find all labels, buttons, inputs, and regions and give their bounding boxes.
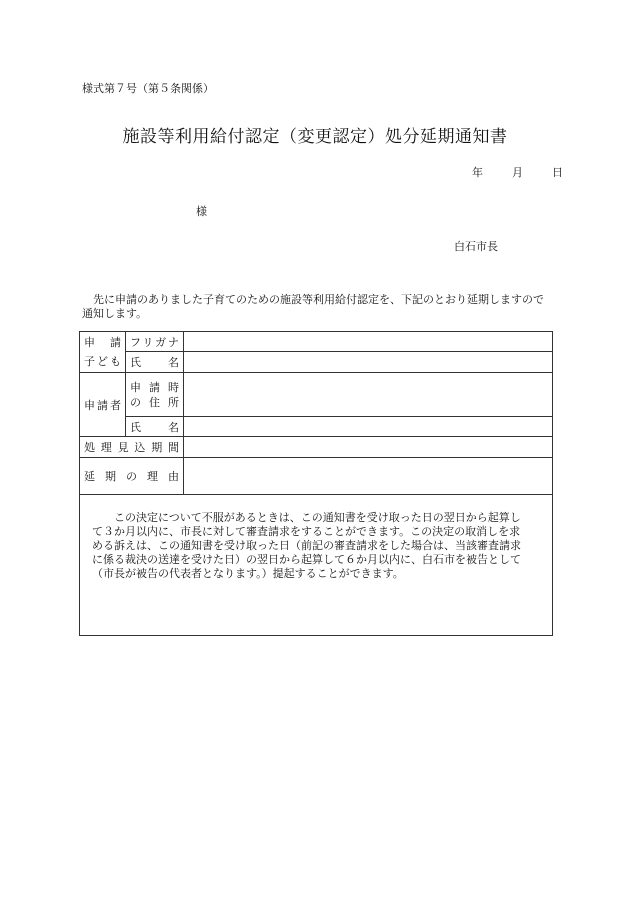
date-year-label: 年: [472, 166, 483, 179]
date-line: [472, 164, 567, 180]
address-label-line1: 申 請 時: [130, 380, 179, 394]
processing-period-field[interactable]: [184, 437, 553, 458]
date-day-label: 日: [552, 166, 563, 179]
issuer: 白石市長: [454, 240, 498, 253]
form-id: 様式第７号（第５条関係）: [82, 82, 214, 95]
form-table: [79, 331, 553, 636]
address-label: [126, 373, 184, 417]
furigana-field[interactable]: [184, 332, 553, 352]
appeal-notice-box: [80, 495, 553, 636]
processing-period-label: 処理見込期間: [80, 437, 184, 458]
child-group-line1: 申 請: [84, 336, 121, 349]
applicant-name-field[interactable]: [184, 417, 553, 437]
child-group-label: [80, 332, 126, 373]
addressee-suffix: 様: [196, 205, 207, 218]
applicant-group-label: 申請者: [80, 373, 126, 437]
child-group-line2: 子ども: [84, 355, 121, 368]
appeal-notice-text: この決定について不服があるときは、この通知書を受け取った日の翌日から起算して３か月以内に、市長に対して審査請求をすることができます。この決定の取消しを求める訴えは、この通知書を受け取った日（前記の審査請求をした場合は、当該審査請求に係る裁決の送達を受けた日）の翌日から起算して６か月以内に、白石市を被告として（市長が被告の代表者となります。）提起することができます。: [92, 511, 521, 580]
address-field[interactable]: [184, 373, 553, 417]
date-month-label: 月: [512, 166, 523, 179]
address-label-line2: の 住 所: [130, 395, 179, 409]
delay-reason-label: 延期の理由: [80, 458, 184, 495]
furigana-label: フリガナ: [126, 332, 184, 352]
child-name-field[interactable]: [184, 352, 553, 373]
delay-reason-field[interactable]: [184, 458, 553, 495]
child-name-label: 氏 名: [126, 352, 184, 373]
intro-text: 先に申請のありました子育てのための施設等利用給付認定を、下記のとおり延期しますので通知します。: [82, 293, 544, 320]
applicant-name-label: 氏 名: [126, 417, 184, 437]
document-title: 施設等利用給付認定（変更認定）処分延期通知書: [122, 127, 508, 147]
